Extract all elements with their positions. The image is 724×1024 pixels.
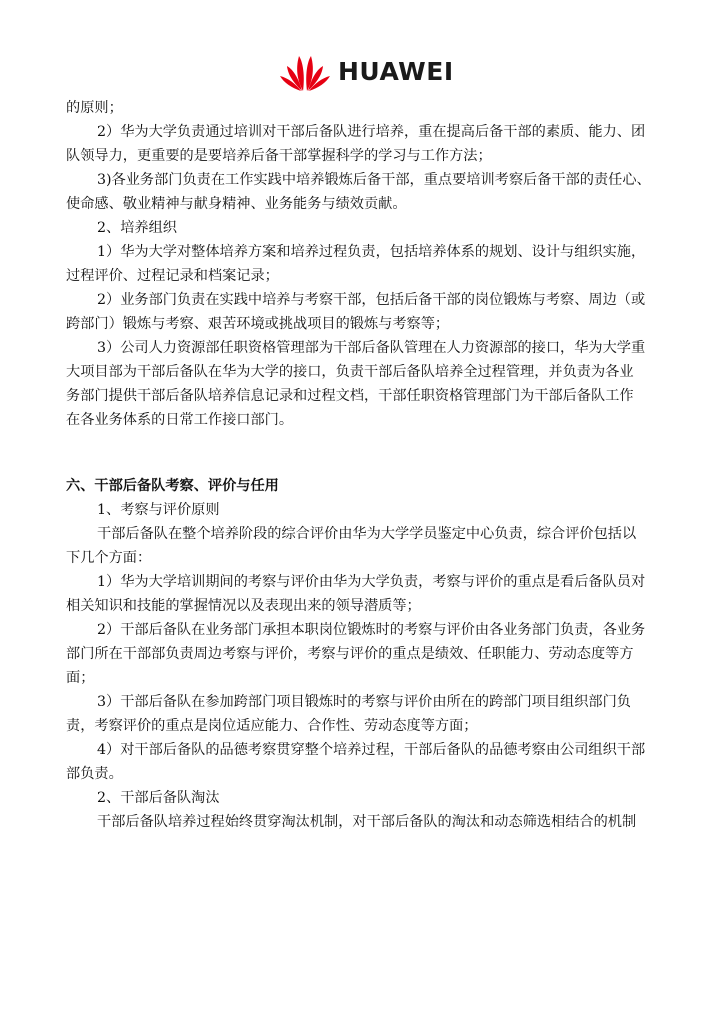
text-line: 务部门提供干部后备队培养信息记录和过程文档，干部任职资格管理部门为干部后备队工作 xyxy=(66,388,634,404)
text-line: 在各业务体系的日常工作接口部门。 xyxy=(66,412,294,428)
paragraph xyxy=(66,522,658,570)
brand-name: HUAWEI xyxy=(338,57,454,86)
paragraph xyxy=(66,570,658,618)
paragraph xyxy=(66,288,658,336)
text-line: 责，考察评价的重点是岗位适应能力、合作性、劳动态度等方面； xyxy=(66,718,478,734)
text-line: 1）华为大学培训期间的考察与评价由华为大学负责，考察与评价的重点是看后备队员对 xyxy=(97,574,646,590)
text-line: 部负责。 xyxy=(66,766,123,782)
text-line: 队领导力，更重要的是要培养后备干部掌握科学的学习与工作方法； xyxy=(66,148,492,164)
text-line: 1、考察与评价原则 xyxy=(97,502,220,518)
text-line: 3）公司人力资源部任职资格管理部为干部后备队管理在人力资源部的接口，华为大学重 xyxy=(97,340,646,356)
text-line: 3）干部后备队在参加跨部门项目锻炼时的考察与评价由所在的跨部门项目组织部门负 xyxy=(97,694,631,710)
paragraph xyxy=(66,336,658,432)
text-line: 干部后备队在整个培养阶段的综合评价由华为大学学员鉴定中心负责，综合评价包括以 xyxy=(97,526,637,542)
paragraph xyxy=(66,690,658,738)
document-body xyxy=(66,96,658,834)
text-line: 部门所在干部部负责周边考察与评价，考察与评价的重点是绩效、任职能力、劳动态度等方 xyxy=(66,646,634,662)
paragraph xyxy=(66,738,658,786)
paragraph xyxy=(66,240,658,288)
text-line: 2）华为大学负责通过培训对干部后备队进行培养，重在提高后备干部的素质、能力、团 xyxy=(97,124,646,140)
paragraph xyxy=(66,216,658,240)
text-line: 面； xyxy=(66,670,95,686)
paragraph xyxy=(66,786,658,810)
text-line: 2）业务部门负责在实践中培养与考察干部，包括后备干部的岗位锻炼与考察、周边（或 xyxy=(97,292,646,308)
paragraph xyxy=(66,498,658,522)
paragraph-group-after xyxy=(66,498,658,834)
paragraph xyxy=(66,168,658,216)
text-line: 2）干部后备队在业务部门承担本职岗位锻炼时的考察与评价由各业务部门负责，各业务 xyxy=(97,622,646,638)
text-line: 2、培养组织 xyxy=(97,220,177,236)
text-line: 使命感、敬业精神与献身精神、业务能务与绩效贡献。 xyxy=(66,196,407,212)
text-line: 的原则； xyxy=(66,100,123,116)
section-title: 六、干部后备队考察、评价与任用 xyxy=(66,478,279,494)
paragraph xyxy=(66,120,658,168)
paragraph xyxy=(66,618,658,690)
text-line: 2、干部后备队淘汰 xyxy=(97,790,220,806)
text-line: 跨部门）锻炼与考察、艰苦环境或挑战项目的锻炼与考察等； xyxy=(66,316,450,332)
text-line: 大项目部为干部后备队在华为大学的接口，负责干部后备队培养全过程管理，并负责为各业 xyxy=(66,364,634,380)
page-header xyxy=(0,52,724,92)
paragraph-group-before xyxy=(66,96,658,432)
text-line: 3)各业务部门负责在工作实践中培养锻炼后备干部，重点要培训考察后备干部的责任心、 xyxy=(97,172,651,188)
text-line: 相关知识和技能的掌握情况以及表现出来的领导潜质等； xyxy=(66,598,421,614)
text-line: 4）对干部后备队的品德考察贯穿整个培养过程，干部后备队的品德考察由公司组织干部 xyxy=(97,742,646,758)
huawei-logo-icon xyxy=(278,52,332,92)
text-line: 过程评价、过程记录和档案记录； xyxy=(66,268,279,284)
text-line: 下几个方面： xyxy=(66,550,152,566)
paragraph xyxy=(66,96,658,120)
text-line: 1）华为大学对整体培养方案和培养过程负责，包括培养体系的规划、设计与组织实施， xyxy=(97,244,646,260)
paragraph xyxy=(66,810,658,834)
text-line: 干部后备队培养过程始终贯穿淘汰机制，对干部后备队的淘汰和动态筛选相结合的机制 xyxy=(97,814,637,830)
